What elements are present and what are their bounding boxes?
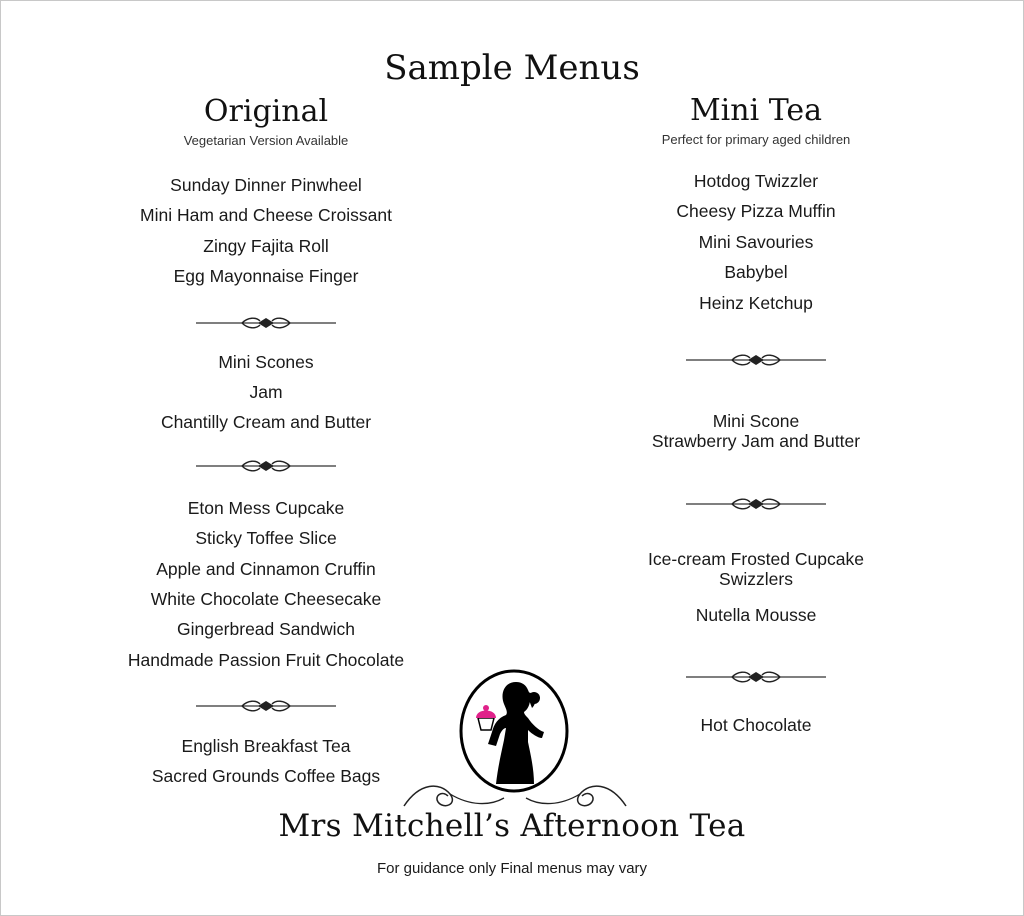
mini-tea-item: Ice-cream Frosted Cupcake	[648, 549, 864, 569]
original-item: Mini Scones	[218, 352, 314, 372]
original-subtitle: Vegetarian Version Available	[183, 133, 349, 148]
mini-tea-item: Mini Scone	[712, 411, 800, 431]
mini-tea-item: Hot Chocolate	[700, 715, 812, 735]
footer-note: For guidance only Final menus may vary	[376, 860, 648, 877]
page-title: Sample Menus	[384, 48, 640, 88]
original-item: Egg Mayonnaise Finger	[173, 266, 359, 286]
original-item: Chantilly Cream and Butter	[160, 412, 372, 432]
mini-tea-item: Nutella Mousse	[695, 605, 817, 625]
original-item: Zingy Fajita Roll	[203, 236, 329, 256]
ornament-divider-icon	[686, 353, 826, 367]
original-item: Eton Mess Cupcake	[187, 498, 345, 518]
mini-tea-item: Strawberry Jam and Butter	[651, 431, 861, 451]
original-title: Original	[203, 94, 329, 129]
ornament-divider-icon	[686, 670, 826, 684]
mini-tea-subtitle: Perfect for primary aged children	[661, 132, 851, 147]
ornament-divider-icon	[196, 459, 336, 473]
mini-tea-item: Swizzlers	[719, 569, 793, 589]
original-item: White Chocolate Cheesecake	[150, 589, 382, 609]
ornament-divider-icon	[196, 699, 336, 713]
original-item: Apple and Cinnamon Cruffin	[156, 559, 376, 579]
ornament-divider-icon	[686, 497, 826, 511]
original-item: Jam	[249, 382, 283, 402]
ornament-divider-icon	[196, 316, 336, 330]
mini-tea-item: Babybel	[724, 262, 788, 282]
original-item: Handmade Passion Fruit Chocolate	[127, 650, 405, 670]
mini-tea-title: Mini Tea	[689, 93, 823, 128]
original-item: Sacred Grounds Coffee Bags	[151, 766, 381, 786]
brand-name: Mrs Mitchell’s Afternoon Tea	[278, 808, 746, 844]
original-item: Mini Ham and Cheese Croissant	[140, 205, 392, 225]
original-item: Sunday Dinner Pinwheel	[170, 175, 362, 195]
original-item: English Breakfast Tea	[181, 736, 351, 756]
mini-tea-item: Heinz Ketchup	[699, 293, 813, 313]
mini-tea-item: Cheesy Pizza Muffin	[676, 201, 836, 221]
original-item: Gingerbread Sandwich	[176, 619, 356, 639]
mini-tea-item: Hotdog Twizzler	[693, 171, 819, 191]
mini-tea-item: Mini Savouries	[698, 232, 814, 252]
original-item: Sticky Toffee Slice	[195, 528, 337, 548]
